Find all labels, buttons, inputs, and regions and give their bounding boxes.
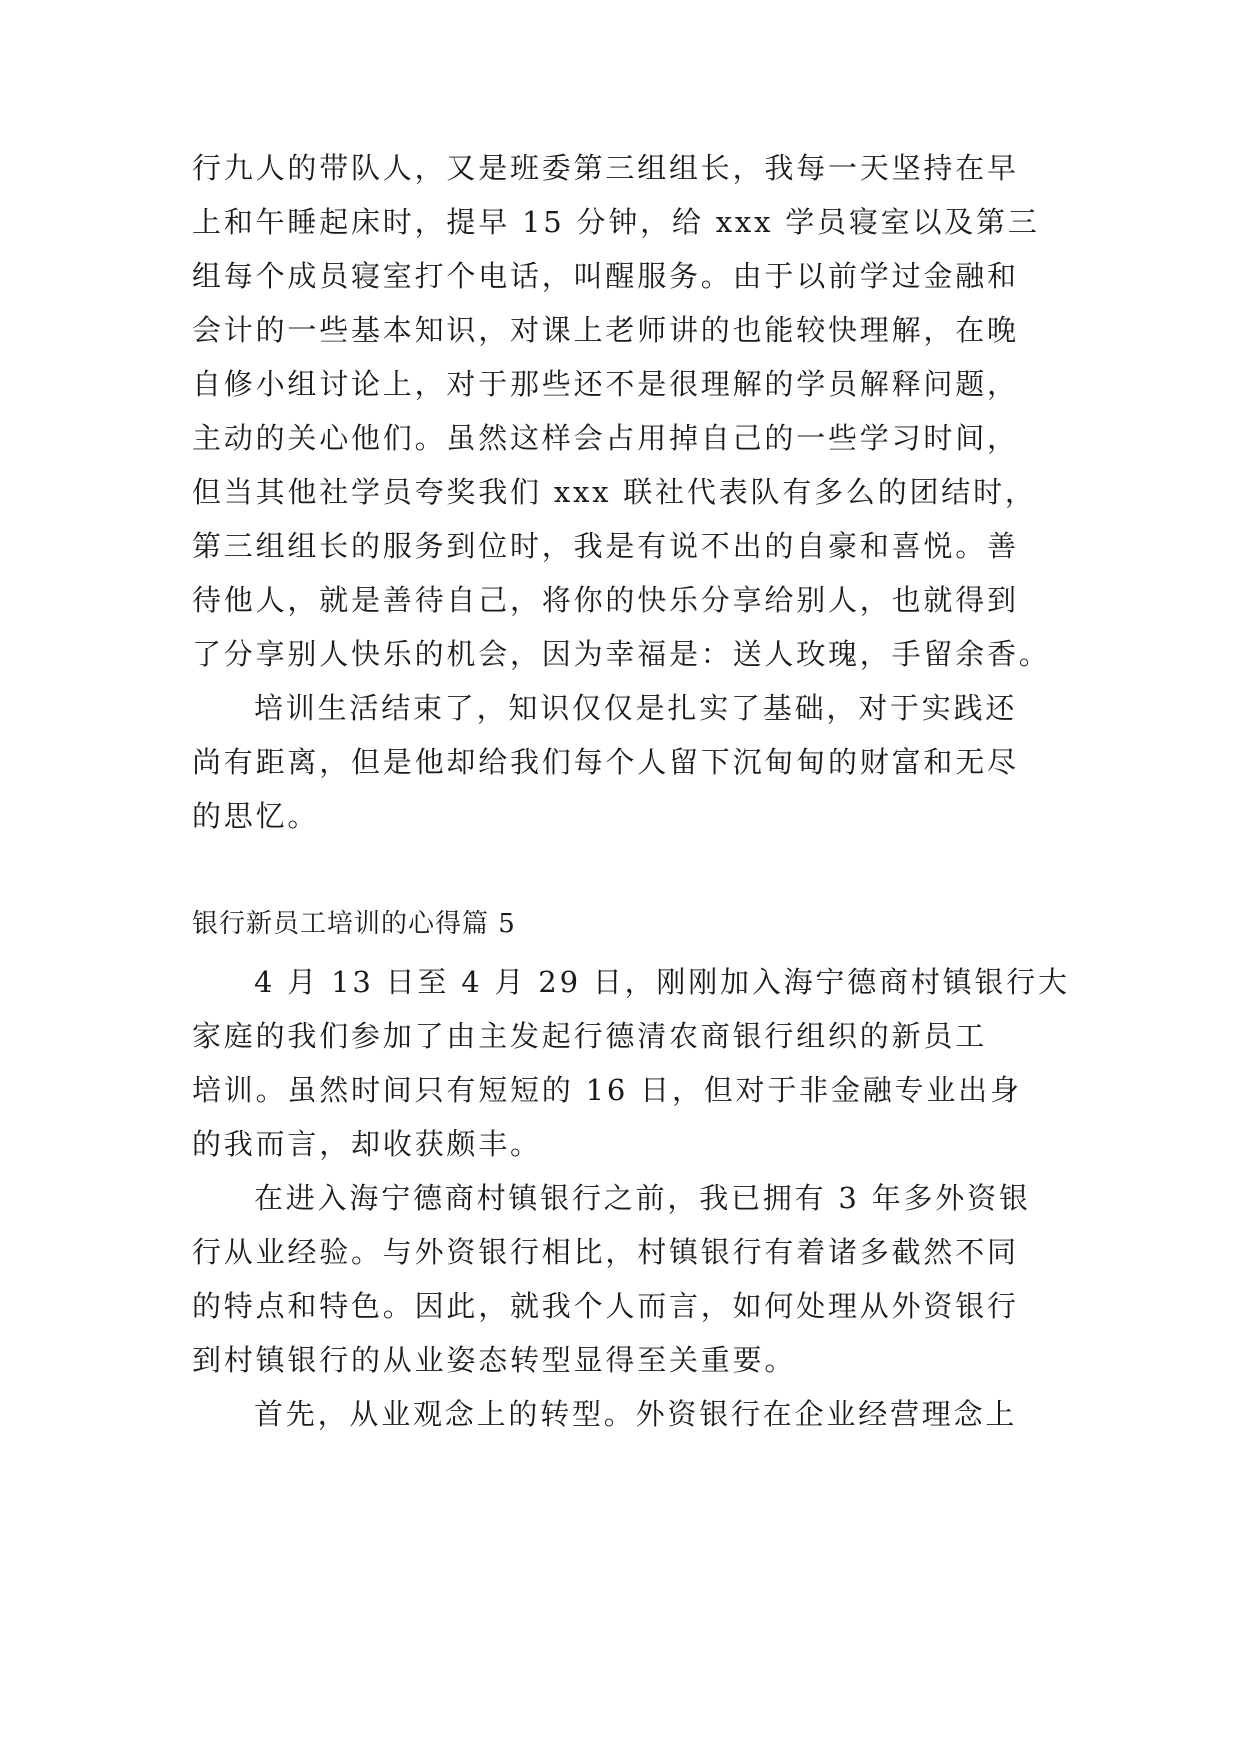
paragraph-line: 主动的关心他们。虽然这样会占用掉自己的一些学习时间，: [192, 421, 1019, 455]
paragraph-line: 到村镇银行的从业姿态转型显得至关重要。: [192, 1343, 797, 1377]
paragraph-line: 待他人，就是善待自己，将你的快乐分享给别人，也就得到: [192, 583, 1019, 617]
paragraph-line: 4 月 13 日至 4 月 29 日，刚刚加入海宁德商村镇银行大: [254, 965, 1070, 999]
paragraph-line: 自修小组讨论上，对于那些还不是很理解的学员解释问题，: [192, 367, 1019, 401]
paragraph-line: 尚有距离，但是他却给我们每个人留下沉甸甸的财富和无尽: [192, 745, 1019, 779]
paragraph-line: 会计的一些基本知识，对课上老师讲的也能较快理解，在晚: [192, 313, 1019, 347]
section-heading: 银行新员工培训的心得篇 5: [192, 909, 516, 939]
paragraph-line: 培训生活结束了，知识仅仅是扎实了基础，对于实践还: [254, 691, 1018, 725]
paragraph-line: 了分享别人快乐的机会，因为幸福是：送人玫瑰，手留余香。: [192, 637, 1051, 671]
paragraph-line: 行九人的带队人，又是班委第三组组长，我每一天坚持在早: [192, 151, 1019, 185]
paragraph-line: 行从业经验。与外资银行相比，村镇银行有着诸多截然不同: [192, 1235, 1019, 1269]
paragraph-line: 的我而言，却收获颇丰。: [192, 1127, 542, 1161]
paragraph-line: 但当其他社学员夸奖我们 xxx 联社代表队有多么的团结时，: [192, 475, 1037, 509]
paragraph-line: 培训。虽然时间只有短短的 16 日，但对于非金融专业出身: [192, 1073, 1022, 1107]
paragraph-line: 上和午睡起床时，提早 15 分钟，给 xxx 学员寝室以及第三: [192, 205, 1040, 239]
paragraph-line: 的特点和特色。因此，就我个人而言，如何处理从外资银行: [192, 1289, 1019, 1323]
paragraph-line: 第三组组长的服务到位时，我是有说不出的自豪和喜悦。善: [192, 529, 1019, 563]
paragraph-line: 家庭的我们参加了由主发起行德清农商银行组织的新员工: [192, 1019, 988, 1053]
paragraph-line: 的思忆。: [192, 799, 320, 833]
paragraph-line: 组每个成员寝室打个电话，叫醒服务。由于以前学过金融和: [192, 259, 1019, 293]
paragraph-line: 在进入海宁德商村镇银行之前，我已拥有 3 年多外资银: [254, 1181, 1031, 1215]
paragraph-line: 首先，从业观念上的转型。外资银行在企业经营理念上: [254, 1397, 1018, 1431]
